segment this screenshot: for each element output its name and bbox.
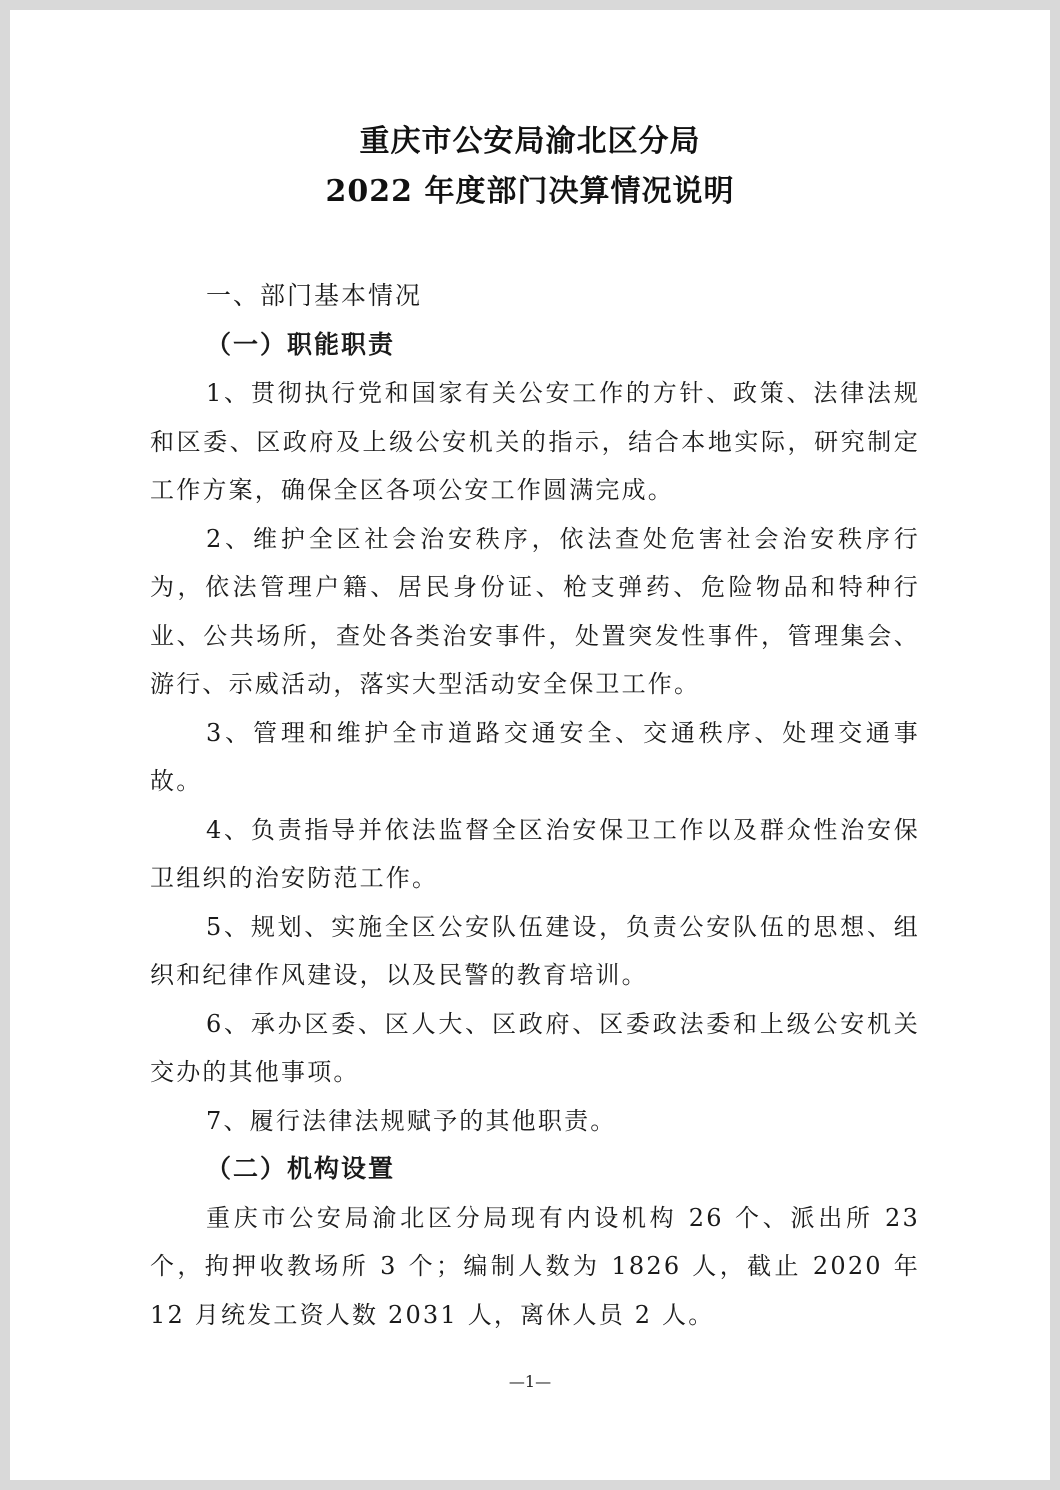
subsection-heading-organization: （二）机构设置 [206,1154,396,1183]
organization-paragraph: 重庆市公安局渝北区分局现有内设机构 26 个、派出所 23 个，拘押收教场所 3 个；编制人数为 1826 人，截止 2020 年 12 月统发工资人数 2031 人，离休人员 2 人。 [150,1203,920,1329]
duty-paragraph-3: 3、管理和维护全市道路交通安全、交通秩序、处理交通事故。 [150,718,920,795]
section-heading-basic-info: 一、部门基本情况 [206,281,423,310]
subsection-heading-duties: （一）职能职责 [206,329,396,359]
document-title-line2: 2022 年度部门决算情况说明 [325,174,735,209]
document-page [10,10,1050,1480]
duty-paragraph-4: 4、负责指导并依法监督全区治安保卫工作以及群众性治安保卫组织的治安防范工作。 [150,815,920,892]
page-number: —1— [508,1372,552,1391]
duty-paragraph-1: 1、贯彻执行党和国家有关公安工作的方针、政策、法律法规和区委、区政府及上级公安机关的指示，结合本地实际，研究制定工作方案，确保全区各项公安工作圆满完成。 [150,379,920,504]
duty-paragraph-2: 2、维护全区社会治安秩序，依法查处危害社会治安秩序行为，依法管理户籍、居民身份证、枪支弹药、危险物品和特种行业、公共场所，查处各类治安事件，处置突发性事件，管理集会、游行、示威活动，落实大型活动安全保卫工作。 [150,524,920,698]
duty-paragraph-5: 5、规划、实施全区公安队伍建设，负责公安队伍的思想、组织和纪律作风建设，以及民警的教育培训。 [150,912,920,989]
document-title-line1: 重庆市公安局渝北区分局 [359,124,701,159]
duty-paragraph-6: 6、承办区委、区人大、区政府、区委政法委和上级公安机关交办的其他事项。 [150,1009,920,1086]
document-body [150,272,920,1339]
duty-paragraph-7: 7、履行法律法规赋予的其他职责。 [206,1106,617,1135]
